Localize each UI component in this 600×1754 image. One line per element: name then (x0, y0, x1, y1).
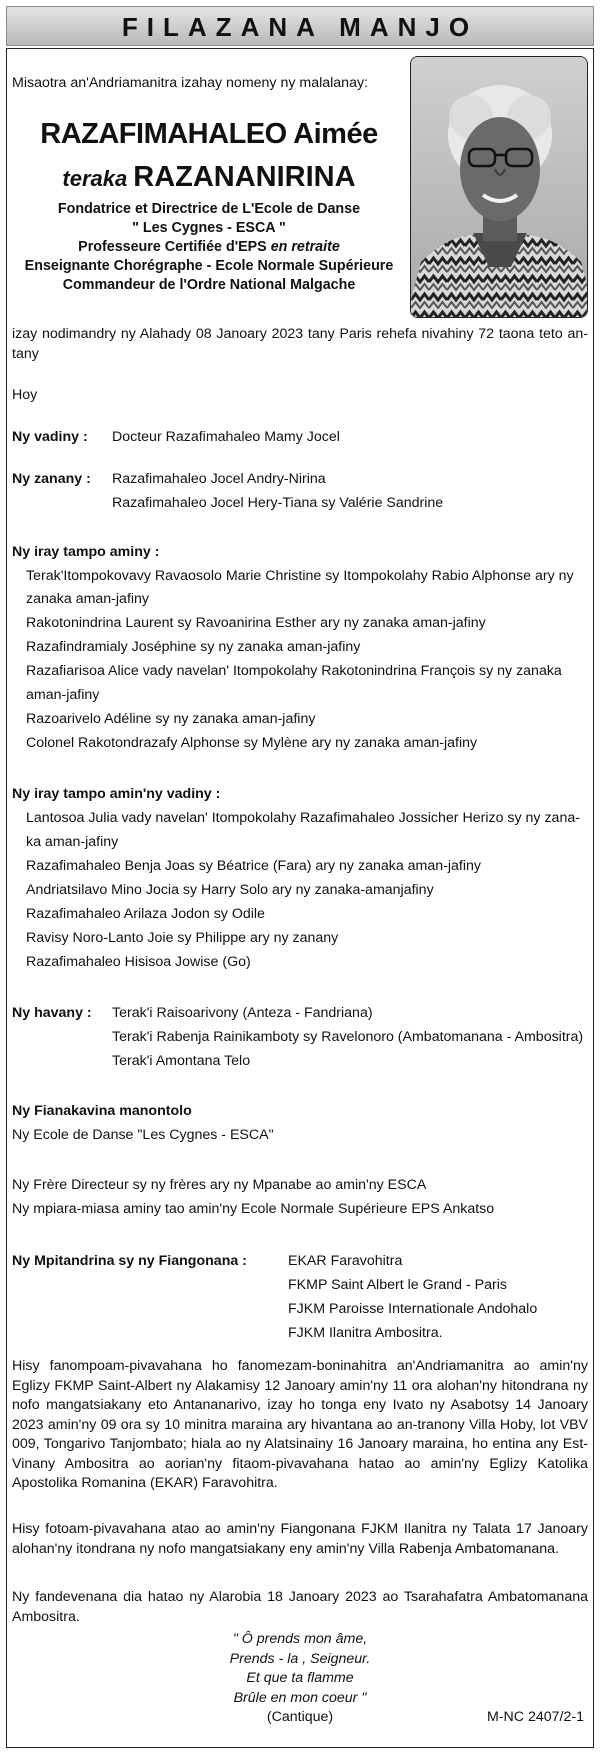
iray-tampo-vadiny-line: Lantosoa Julia vady navelan' Itompokolahy Razafimahaleo Jossicher Herizo sy ny zana- (26, 810, 580, 826)
fiangonana-name: FJKM Ilanitra Ambositra. (288, 1325, 443, 1341)
zanany-name: Razafimahaleo Jocel Andry-Nirina (112, 471, 326, 487)
title-line: Professeure Certifiée d'EPS en retraite (78, 239, 340, 255)
fiangonana-name: EKAR Faravohitra (288, 1253, 403, 1269)
title-line: Commandeur de l'Ordre National Malgache (62, 277, 356, 293)
iray-tampo-line: zanaka aman-jafiny (26, 591, 150, 607)
fianakavina-text: Ny Ecole de Danse "Les Cygnes - ESCA" (12, 1127, 274, 1143)
iray-tampo-vadiny-line: ka aman-jafiny (26, 834, 119, 850)
zanany-section (12, 470, 588, 511)
iray-tampo-vadiny-label: Ny iray tampo amin'ny vadiny : (12, 786, 221, 802)
service-paragraph: Hisy fotoam-pivavahana atao ao amin'ny Fiangonana FJKM Ilanitra ny Talata 17 Janoary alohan'ny itondrana ny nofo mangatsiakany eny amin'ny Villa Rabenja Ambatomanana. (12, 1521, 588, 1557)
iray-tampo-line: Terak'Itompokovavy Ravaosolo Marie Christine sy Itompokolahy Rabio Alphonse ary ny (26, 568, 574, 584)
teraka-label: teraka (62, 166, 128, 191)
iray-tampo-line: Razafindramialy Joséphine sy ny zanaka aman-jafiny (26, 639, 361, 655)
iray-tampo-line: Colonel Rakotondrazafy Alphonse sy Mylène ary ny zanaka aman-jafiny (26, 735, 478, 751)
title-line: Enseignante Chorégraphe - Ecole Normale Supérieure (24, 258, 394, 274)
havany-section (12, 1004, 588, 1069)
zanany-label: Ny zanany : (12, 471, 91, 487)
quote-line: " Ô prends mon âme, (232, 1631, 368, 1647)
iray-tampo-vadiny-line: Razafimahaleo Hisisoa Jowise (Go) (26, 954, 251, 970)
iray-tampo-line: aman-jafiny (26, 687, 100, 703)
intro-text: Misaotra an'Andriamanitra izahay nomeny ny malalanay: (12, 75, 368, 91)
iray-tampo-vadiny-line: Razafimahaleo Benja Joas sy Béatrice (Fara) ary ny zanaka aman-jafiny (26, 858, 481, 874)
mpitandrina-section (12, 1252, 588, 1341)
service-paragraph: Hisy fanompoam-pivavahana ho fanomezam-boninahitra an'Andriamanitra ao amin'ny Eglizy FKMP Saint-Albert ny Alakamisy 12 Janoary amin'ny 11 ora alohan'ny hitondrana ny nofo mangatsiakany eto Antananarivo, izay ho tonga eny Ivato ny Asabotsy 14 Janoary 2023 amin'ny 09 ora sy 10 minitra maraina ary hivantana ao an-tranony Villa Hoby, lot VBV 009, Tongarivo Tanjombato; hiala ao ny Alatsinainy 16 Janoary maraina, ho entina any Est-Vinany Ambositra ao aorian'ny fitaom-pivavahana hatao ao amin'ny Eglizy Katolika Apostolika Romanina (EKAR) Faravohitra. (12, 1358, 588, 1491)
havany-name: Terak'i Rabenja Rainikamboty sy Ravelonoro (Ambatomanana - Ambositra) (112, 1029, 584, 1045)
mpitandrina-label: Ny Mpitandrina sy ny Fiangonana : (12, 1253, 247, 1269)
iray-tampo-vadiny-line: Ravisy Noro-Lanto Joie sy Philippe ary ny zanany (26, 930, 339, 946)
cantique-quote (180, 1630, 420, 1728)
iray-tampo-label: Ny iray tampo aminy : (12, 544, 160, 560)
zanany-name: Razafimahaleo Jocel Hery-Tiana sy Valérie Sandrine (112, 495, 444, 511)
iray-tampo-line: Razoarivelo Adéline sy ny zanaka aman-jafiny (26, 711, 316, 727)
vadiny-label: Ny vadiny : (12, 429, 88, 445)
iray-tampo-line: Rakotonindrina Laurent sy Ravoanirina Esther ary ny zanaka aman-jafiny (26, 615, 486, 631)
title-line: " Les Cygnes - ESCA " (132, 220, 286, 236)
esca-line: Ny mpiara-miasa aminy tao amin'ny Ecole Normale Supérieure EPS Ankatso (12, 1201, 495, 1217)
deceased-maiden-name-line (14, 160, 404, 196)
quote-line: Brûle en mon coeur " (233, 1689, 367, 1706)
fiangonana-name: FKMP Saint Albert le Grand - Paris (288, 1277, 507, 1293)
havany-name: Terak'i Amontana Telo (112, 1053, 251, 1069)
iray-tampo-line: Razafiarisoa Alice vady navelan' Itompokolahy Rakotonindrina François sy ny zanaka (26, 663, 562, 679)
vadiny-section (12, 428, 588, 448)
deceased-name: RAZAFIMAHALEO Aimée (40, 118, 378, 150)
quote-source: (Cantique) (266, 1709, 334, 1725)
burial-paragraph: Ny fandevenana dia hatao ny Alarobia 18 Janoary 2023 ao Tsarahafatra Ambatomanana Ambositra. (12, 1589, 588, 1625)
havany-name: Terak'i Raisoarivony (Anteza - Fandriana) (112, 1005, 373, 1021)
maiden-name: RAZANANIRINA (133, 161, 356, 193)
title-line: Fondatrice et Directrice de L'Ecole de Danse (57, 201, 361, 217)
havany-label: Ny havany : (12, 1005, 92, 1021)
death-notice: izay nodimandry ny Alahady 08 Janoary 2023 tany Paris rehefa nivahiny 72 taona teto an-tany (12, 326, 588, 362)
reference-code: M-NC 2407/2-1 (487, 1709, 584, 1725)
deceased-portrait-photo (410, 56, 588, 318)
deceased-titles (14, 200, 404, 295)
retraite-note: en retraite (270, 239, 340, 255)
vadiny-name: Docteur Razafimahaleo Mamy Jocel (112, 429, 340, 445)
hoy-text: Hoy (12, 387, 38, 403)
iray-tampo-vadiny-line: Andriatsilavo Mino Jocia sy Harry Solo ary ny zanaka-amanjafiny (26, 882, 434, 898)
quote-line: Et que ta flamme (246, 1670, 354, 1686)
fiangonana-name: FJKM Paroisse Internationale Andohalo (288, 1301, 538, 1317)
quote-line: Prends - la , Seigneur. (229, 1650, 371, 1667)
fianakavina-label: Ny Fianakavina manontolo (12, 1103, 192, 1119)
iray-tampo-vadiny-line: Razafimahaleo Arilaza Jodon sy Odile (26, 906, 265, 922)
notice-banner-title: FILAZANA MANJO (6, 6, 594, 46)
esca-line: Ny Frère Directeur sy ny frères ary ny Mpanabe ao amin'ny ESCA (12, 1177, 427, 1193)
